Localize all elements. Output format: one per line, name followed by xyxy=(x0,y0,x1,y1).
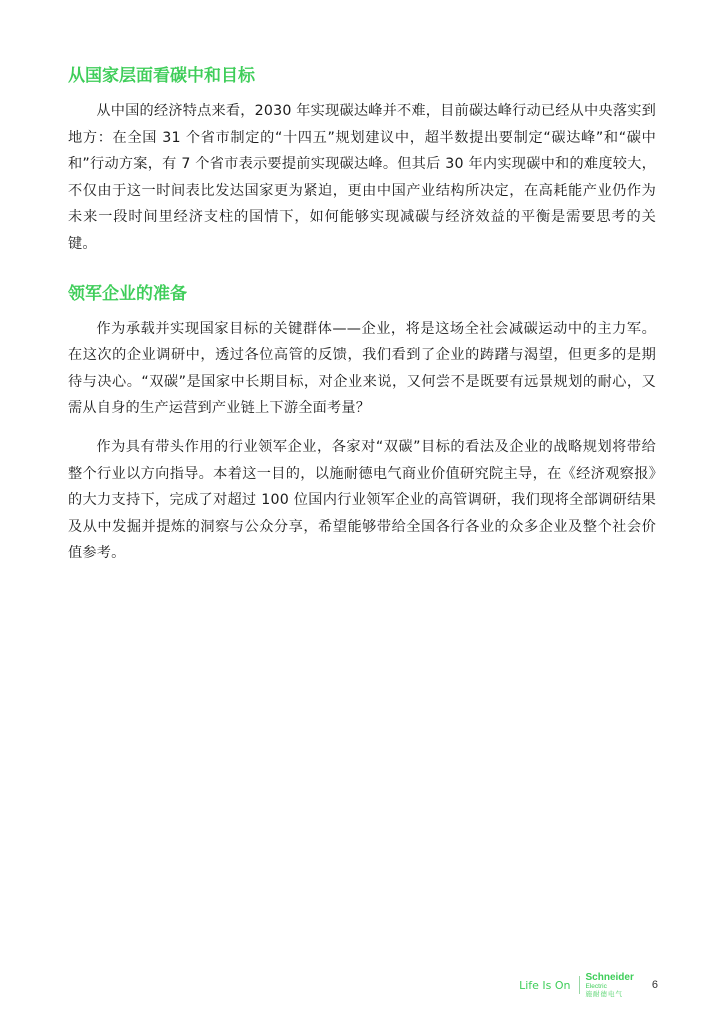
paragraph: 作为具有带头作用的行业领军企业，各家对“双碳”目标的看法及企业的战略规划将带给整个行业以方向指导。本着这一目的，以施耐德电气商业价值研究院主导，在《经济观察报》的大力支持下，完成了对超过 100 位国内行业领军企业的高管调研，我们现将全部调研结果及从中发掘并提炼的洞察与公众分享，希望能够带给全国各行各业的众多企业及整个社会价值参考。 xyxy=(68,438,656,562)
page-number: 6 xyxy=(651,979,658,991)
paragraph: 作为承载并实现国家目标的关键群体——企业，将是这场全社会减碳运动中的主力军。在这次的企业调研中，透过各位高管的反馈，我们看到了企业的踌躇与渴望，但更多的是期待与决心。“双碳”是国家中长期目标，对企业来说，又何尝不是既要有远景规划的耐心，又需从自身的生产运营到产业链上下游全面考量？ xyxy=(68,320,656,417)
brand-sub: Electric xyxy=(585,982,607,990)
tagline: Life Is On xyxy=(519,978,571,992)
section-leading-enterprises xyxy=(68,280,656,567)
document-body xyxy=(68,62,656,567)
brand-cn: 施耐德电气 xyxy=(585,990,624,998)
section-national-goal xyxy=(68,62,656,258)
brand-name: Schneider xyxy=(585,971,634,983)
divider xyxy=(579,976,580,994)
paragraph: 从中国的经济特点来看，2030 年实现碳达峰并不难，目前碳达峰行动已经从中央落实到地方：在全国 31 个省市制定的“十四五”规划建议中，超半数提出要制定“碳达峰”和“碳中和”行动方案，有 7 个省市表示要提前实现碳达峰。但其后 30 年内实现碳中和的难度较大，不仅由于这一时间表比发达国家更为紧迫，更由中国产业结构所决定，在高耗能产业仍作为未来一段时间里经济支柱的国情下，如何能够实现减碳与经济效益的平衡是需要思考的关键。 xyxy=(68,103,656,252)
page-footer xyxy=(519,971,658,998)
brand-logo xyxy=(586,973,634,998)
section-heading: 从国家层面看碳中和目标 xyxy=(68,66,255,86)
section-heading: 领军企业的准备 xyxy=(68,283,187,304)
